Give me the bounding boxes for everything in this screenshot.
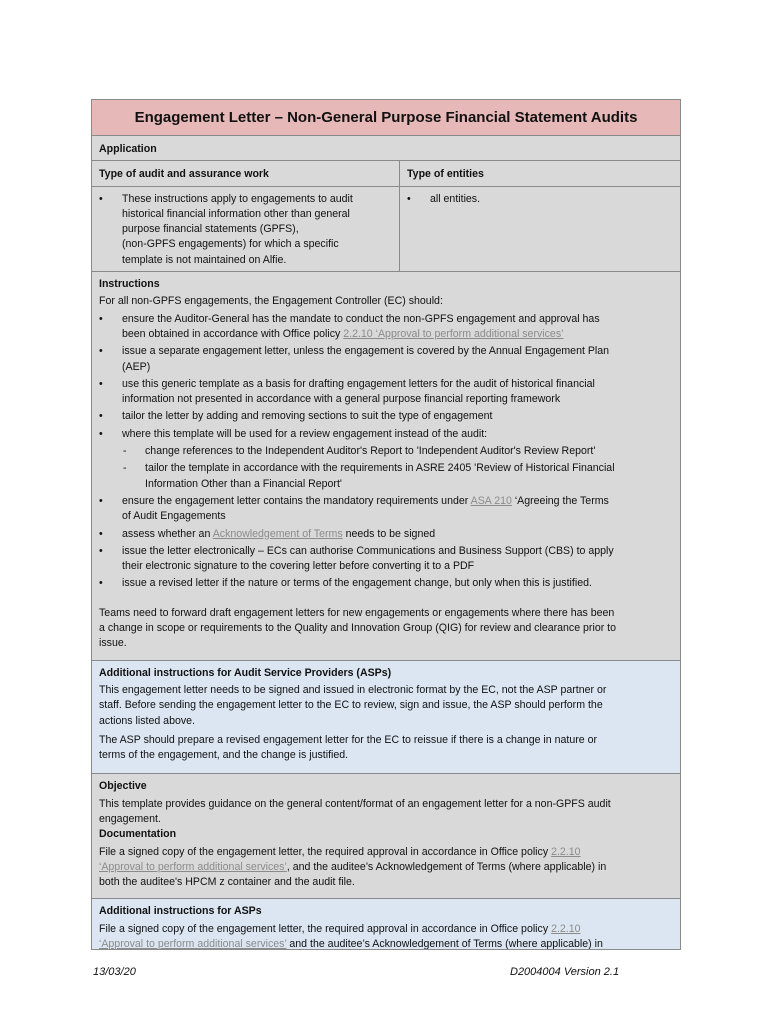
asp-section [92,661,680,775]
list-item: • issue the letter electronically – ECs can authorise Communications and Business Support (CBS) to apply their electronic signature to the covering letter before converting it to a PDF [99,544,673,575]
objective-heading: Objective [99,780,147,793]
asp-documentation-section [92,899,680,949]
application-section [92,136,680,161]
approval-additional-services-link[interactable]: ‘Approval to perform additional services’ [99,938,287,950]
asp-doc-heading: Additional instructions for ASPs [99,905,262,918]
page-title: Engagement Letter – Non-General Purpose Financial Statement Audits [92,100,680,136]
policy-2-2-10-link[interactable]: 2.2.10 ‘Approval to perform additional services’ [343,327,564,340]
list-item: • assess whether an Acknowledgement of Terms needs to be signed [99,527,673,542]
asp-paragraph-2: The ASP should prepare a revised engagement letter for the EC to reissue if there is a change in nature or terms of the engagement, and the change is justified. [99,733,598,762]
list-item: • where this template will be used for a review engagement instead of the audit: [99,427,673,442]
list-item: • issue a separate engagement letter, unless the engagement is covered by the Annual Engagement Plan (AEP) [99,344,673,375]
approval-additional-services-link[interactable]: ‘Approval to perform additional services’ [99,860,287,873]
policy-2-2-10-link[interactable]: 2.2.10 [551,922,581,935]
list-item: • all entities. [407,192,673,207]
teams-paragraph: Teams need to forward draft engagement letters for new engagements or engagements where there has been a change in scope or requirements to the Quality and Innovation Group (QIG) for review and clearance prior to issue. [99,606,617,650]
documentation-heading: Documentation [99,828,177,841]
objective-text: This template provides guidance on the general content/format of an engagement letter for a non-GPFS audit engagement. [99,797,611,825]
objective-section [92,774,680,899]
instructions-list [99,312,673,442]
application-heading: Application [99,143,157,155]
footer-date: 13/03/20 [93,966,136,978]
entities-list [407,192,673,207]
application-content-row [92,187,680,272]
footer-document-id: D2004004 Version 2.1 [510,966,620,978]
asp-heading: Additional instructions for Audit Service Providers (ASPs) [99,666,392,679]
instructions-section [92,272,680,661]
documentation-text: File a signed copy of the engagement letter, the required approval in accordance in Office policy 2.2.10 ‘Approval to perform additional services’, and the auditee’s Acknowledgement of Terms (where applicable) in both the auditee's HPCM z container and the audit file. [99,845,607,889]
audit-work-header: Type of audit and assurance work [92,161,400,185]
instructions-list-continued [99,494,673,592]
list-item: - change references to the Independent Auditor's Report to 'Independent Auditor's Review Report' [99,444,673,459]
asa-210-link[interactable]: ASA 210 [470,494,512,507]
list-item: • use this generic template as a basis for drafting engagement letters for the audit of historical financial information not presented in accordance with a general purpose financial reporting framework [99,377,673,408]
audit-work-list [99,192,392,268]
list-item: • ensure the Auditor-General has the mandate to conduct the non-GPFS engagement and approval has been obtained in accordance with Office policy 2.2.10 ‘Approval to perform additional services’ [99,312,673,343]
list-item: • ensure the engagement letter contains the mandatory requirements under ASA 210 ‘Agreeing the Terms of Audit Engagements [99,494,673,525]
list-item: • tailor the letter by adding and removing sections to suit the type of engagement [99,409,673,424]
entities-header: Type of entities [407,168,484,181]
policy-2-2-10-link[interactable]: 2.2.10 [551,845,581,858]
review-sublist [99,444,673,492]
asp-doc-text: File a signed copy of the engagement letter, the required approval in accordance in Office policy 2.2.10 ‘Approval to perform additional services’ and the auditee’s Acknowledgement of Terms (where applicable) in [99,922,603,950]
acknowledgement-of-terms-link[interactable]: Acknowledgement of Terms [212,527,343,540]
application-header-row [92,161,680,186]
asp-paragraph-1: This engagement letter needs to be signed and issued in electronic format by the EC, not the ASP partner or staff. Before sending the engagement letter to the EC to review, sign and issue, the ASP should perform the actions listed above. [99,683,607,727]
list-item: • issue a revised letter if the nature or terms of the engagement change, but only when this is justified. [99,576,673,591]
instructions-heading: Instructions [99,278,160,291]
list-item: - tailor the template in accordance with the requirements in ASRE 2405 'Review of Historical Financial Information Other than a Financial Report' [99,461,673,492]
instructions-intro: For all non-GPFS engagements, the Engagement Controller (EC) should: [99,295,443,308]
list-item: • These instructions apply to engagements to audit historical financial information other than general purpose financial statements (GPFS), (non-GPFS engagements) for which a specific template is not maintained on Alfie. [99,192,392,268]
entities-cell [400,187,680,271]
engagement-letter-table [91,99,681,950]
audit-work-cell [92,187,400,271]
